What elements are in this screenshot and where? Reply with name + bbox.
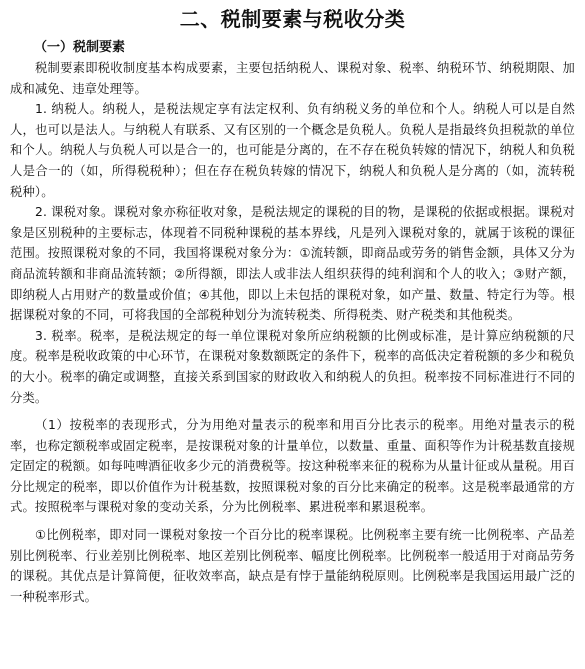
taxpayer-paragraph: 1. 纳税人。纳税人，是税法规定享有法定权利、负有纳税义务的单位和个人。纳税人可以是自然人，也可以是法人。与纳税人有联系、又有区别的一个概念是负税人。负税人是指最终负担税款的单位和个人。纳税人与负税人可以是合一的，也可能是分离的，在不存在税负转嫁的情况下，纳税人和负税人是合一的（如，所得税税种）；但在存在税负转嫁的情况下，纳税人和负税人是分离的（如，流转税税种）。	[10, 102, 575, 199]
rate-form-paragraph: （1）按税率的表现形式，分为用绝对量表示的税率和用百分比表示的税率。用绝对量表示的税率，也称定额税率或固定税率，是按课税对象的计量单位，以数量、重量、面积等作为计税基数直接规定固定的税额。如每吨啤酒征收多少元的消费税等。按这种税率来征的税称为从量计征或从量税。用百分比规定的税率，即以价值作为计税基数，按照课税对象的百分比来确定的税率。这是税率最通常的方式。按照税率与课税对象的变动关系，分为比例税率、累进税率和累退税率。	[10, 418, 575, 515]
proportional-rate-paragraph: ①比例税率，即对同一课税对象按一个百分比的税率课税。比例税率主要有统一比例税率、产品差别比例税率、行业差别比例税率、地区差别比例税率、幅度比例税率。比例税率一般适用于对商品劳务的课税。其优点是计算简便，征收效率高，缺点是有悖于量能纳税原则。比例税率是我国运用最广泛的一种税率形式。	[10, 528, 575, 604]
page-title: 二、税制要素与税收分类	[179, 7, 406, 31]
intro-paragraph: 税制要素即税收制度基本构成要素，主要包括纳税人、课税对象、税率、纳税环节、纳税期限、加成和减免、违章处理等。	[10, 61, 575, 96]
paragraph-gap	[10, 518, 575, 525]
paragraph-gap	[10, 408, 575, 415]
tax-rate-paragraph: 3. 税率。税率，是税法规定的每一单位课税对象所应纳税额的比例或标准，是计算应纳税额的尺度。税率是税收政策的中心环节，在课税对象数额既定的条件下，税率的高低决定着税额的多少和税负的大小。税率的确定或调整，直接关系到国家的财政收入和纳税人的负担。税率按不同标准进行不同的分类。	[10, 328, 575, 405]
section-heading: （一）税制要素	[34, 40, 126, 55]
tax-object-paragraph: 2. 课税对象。课税对象亦称征收对象，是税法规定的课税的目的物，是课税的依据或根据。课税对象是区别税种的主要标志，体现着不同税种课税的基本界线，凡是列入课税对象的，就属于该税的课征范围。按照课税对象的不同，我国将课税对象分为：①流转额，即商品或劳务的销售金额，具体又分为商品流转额和非商品流转额；②所得额，即法人或非法人组织获得的纯利润和个人的收入；③财产额，即纳税人占用财产的数量或价值；④其他，即以上未包括的课税对象，如产量、数量、特定行为等。根据课税对象的不同，可将我国的全部税种划分为流转税类、所得税类、财产税类和其他税类。	[10, 205, 575, 323]
